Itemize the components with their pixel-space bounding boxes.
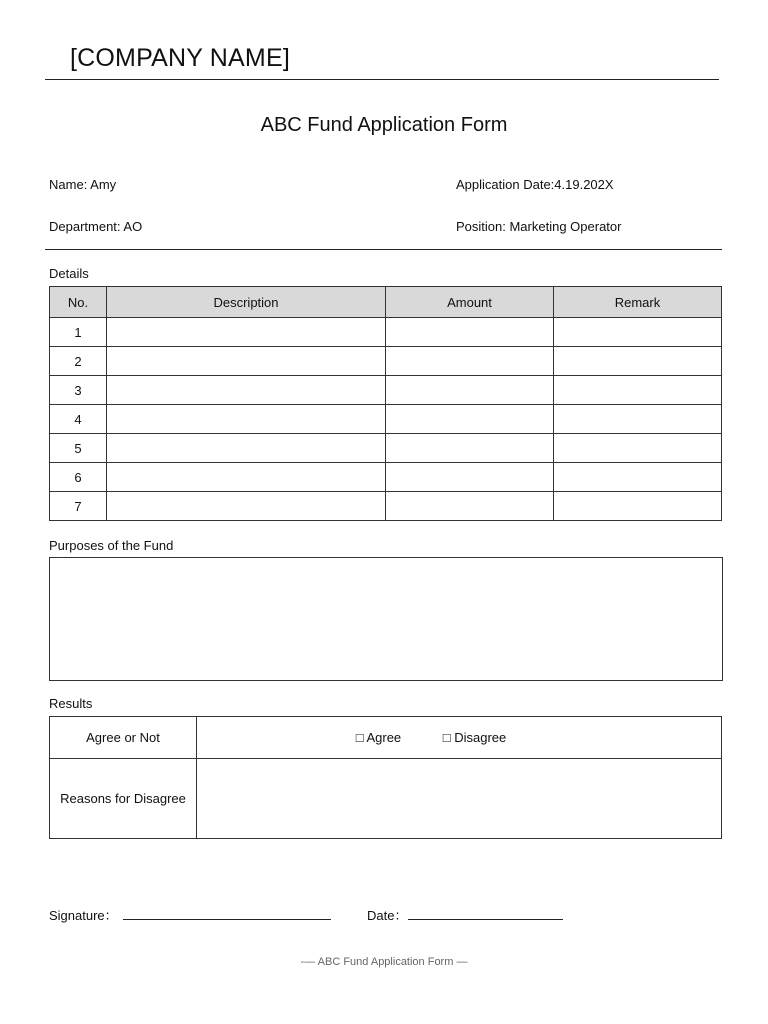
row-number: 3 — [50, 376, 107, 405]
company-name: [COMPANY NAME] — [70, 44, 290, 72]
amount-cell[interactable] — [386, 492, 554, 521]
remark-cell[interactable] — [554, 347, 722, 376]
column-header-description: Description — [107, 287, 386, 318]
remark-cell[interactable] — [554, 376, 722, 405]
agree-row — [50, 717, 722, 759]
disagree-checkbox[interactable]: □ Disagree — [442, 730, 507, 745]
position-field: Position: Marketing Operator — [456, 219, 622, 234]
reasons-row — [50, 759, 722, 839]
application-date-field: Application Date:4.19.202X — [456, 177, 614, 192]
row-number: 4 — [50, 405, 107, 434]
description-cell[interactable] — [107, 434, 386, 463]
table-row — [50, 347, 722, 376]
amount-cell[interactable] — [386, 318, 554, 347]
table-row — [50, 318, 722, 347]
signature-line[interactable] — [123, 919, 331, 920]
column-header-amount: Amount — [386, 287, 554, 318]
amount-cell[interactable] — [386, 463, 554, 492]
header-divider — [45, 79, 719, 80]
results-table — [49, 716, 722, 839]
signature-label: Signature： — [49, 908, 118, 923]
remark-cell[interactable] — [554, 492, 722, 521]
agree-or-not-label: Agree or Not — [50, 717, 197, 759]
table-row — [50, 463, 722, 492]
column-header-remark: Remark — [554, 287, 722, 318]
table-row — [50, 376, 722, 405]
date-label: Date： — [367, 908, 408, 923]
amount-cell[interactable] — [386, 376, 554, 405]
reasons-input-cell[interactable] — [197, 759, 722, 839]
purposes-input-box[interactable] — [49, 557, 723, 681]
remark-cell[interactable] — [554, 318, 722, 347]
amount-cell[interactable] — [386, 347, 554, 376]
reasons-for-disagree-label: Reasons for Disagree — [50, 759, 197, 839]
agree-checkbox[interactable]: □ Agree — [355, 730, 402, 745]
info-divider — [45, 249, 722, 250]
name-field: Name: Amy — [49, 177, 117, 192]
row-number: 2 — [50, 347, 107, 376]
description-cell[interactable] — [107, 492, 386, 521]
table-row — [50, 434, 722, 463]
department-field: Department: AO — [49, 219, 143, 234]
description-cell[interactable] — [107, 463, 386, 492]
form-title: ABC Fund Application Form — [260, 114, 508, 136]
description-cell[interactable] — [107, 405, 386, 434]
description-cell[interactable] — [107, 347, 386, 376]
description-cell[interactable] — [107, 376, 386, 405]
table-row — [50, 405, 722, 434]
remark-cell[interactable] — [554, 463, 722, 492]
agree-options-cell — [197, 717, 722, 759]
row-number: 5 — [50, 434, 107, 463]
amount-cell[interactable] — [386, 434, 554, 463]
date-line[interactable] — [408, 919, 563, 920]
column-header-no: No. — [50, 287, 107, 318]
purposes-section-label: Purposes of the Fund — [49, 538, 174, 553]
footer-text: -— ABC Fund Application Form — — [300, 956, 468, 968]
results-section-label: Results — [49, 696, 93, 711]
description-cell[interactable] — [107, 318, 386, 347]
details-table — [49, 286, 722, 521]
row-number: 7 — [50, 492, 107, 521]
remark-cell[interactable] — [554, 434, 722, 463]
amount-cell[interactable] — [386, 405, 554, 434]
row-number: 1 — [50, 318, 107, 347]
remark-cell[interactable] — [554, 405, 722, 434]
table-row — [50, 492, 722, 521]
row-number: 6 — [50, 463, 107, 492]
details-section-label: Details — [49, 266, 89, 281]
